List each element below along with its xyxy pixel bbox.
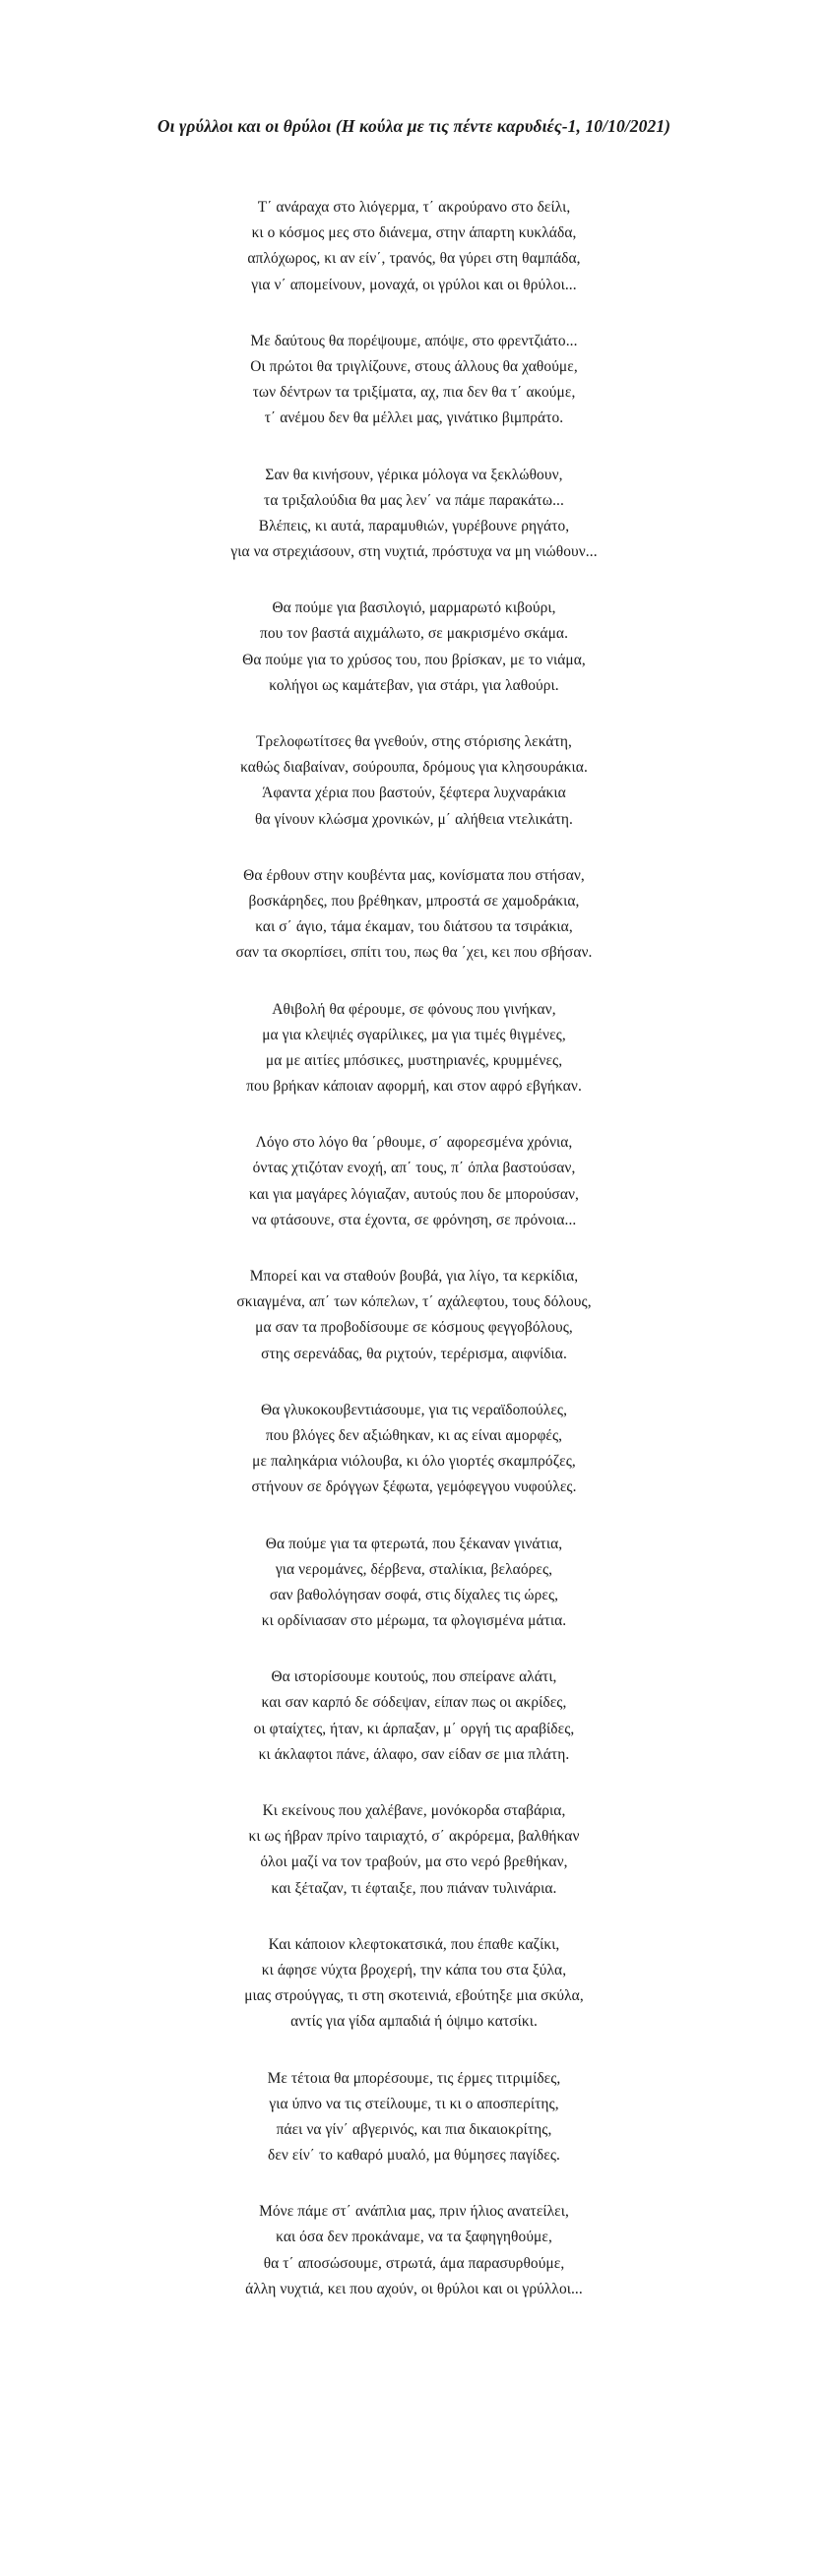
poem-line: Άφαντα χέρια που βαστούν, ξέφτερα λυχναράκια xyxy=(262,785,566,802)
poem-body xyxy=(0,195,828,2333)
poem-line: κι άκλαφτοι πάνε, άλαφο, σαν είδαν σε μια πλάτη. xyxy=(258,1745,570,1763)
poem-line: και ξέταζαν, τι έφταιξε, που πιάναν τυλινάρια. xyxy=(271,1879,557,1897)
stanza xyxy=(0,1665,828,1768)
poem-line: μα με αιτίες μπόσικες, μυστηριανές, κρυμμένες, xyxy=(265,1051,563,1069)
poem-line: μα για κλεψιές σγαρίλικες, μα για τιμές θιγμένες, xyxy=(262,1026,566,1043)
poem-line: Σαν θα κινήσουν, γέρικα μόλογα να ξεκλώθουν, xyxy=(265,466,563,483)
poem-line: μιας στρούγγας, τι στη σκοτεινιά, εβούτηξε μια σκύλα, xyxy=(244,1987,584,2005)
poem-line: που τον βαστά αιχμάλωτο, σε μακρισμένο σκάμα. xyxy=(259,625,569,643)
poem-line: με παληκάρια νιόλουβα, κι όλο γιορτές σκαμπρόζες, xyxy=(252,1453,576,1471)
poem-line: σαν βαθολόγησαν σοφά, στις δίχαλες τις ώρες, xyxy=(269,1586,559,1603)
poem-line: Θα πούμε για τα φτερωτά, που ξέκαναν γινάτια, xyxy=(265,1535,563,1552)
poem-line: που βλόγες δεν αξιώθηκαν, κι ας είναι αμορφές, xyxy=(265,1426,563,1444)
poem-line: βοσκάρηδες, που βρέθηκαν, μπροστά σε χαμοδράκια, xyxy=(248,892,580,910)
stanza xyxy=(0,1398,828,1501)
poem-line: κολήγοι ως καμάτεβαν, για στάρι, για λαθούρι. xyxy=(269,676,559,694)
stanza xyxy=(0,463,828,566)
poem-line: και σ΄ άγιο, τάμα έκαμαν, του διάτσου τα τσιράκια, xyxy=(255,918,573,936)
poem-line: Λόγο στο λόγο θα ΄ρθουμε, σ΄ αφορεσμένα χρόνια, xyxy=(255,1134,573,1152)
poem-line: μα σαν τα προβοδίσουμε σε κόσμους φεγγοβόλους, xyxy=(255,1319,573,1337)
poem-line: δεν είν΄ το καθαρό μυαλό, μα θύμησες παγίδες. xyxy=(267,2147,560,2165)
poem-line: Αθιβολή θα φέρουμε, σε φόνους που γινήκαν, xyxy=(272,1000,556,1018)
poem-line: κι ο κόσμος μες στο διάνεμα, στην άπαρτη κυκλάδα, xyxy=(251,224,577,242)
stanza xyxy=(0,997,828,1100)
poem-line: Βλέπεις, κι αυτά, παραμυθιών, γυρέβουνε ρηγάτο, xyxy=(258,517,570,534)
poem-line: αντίς για γίδα αμπαδιά ή όψιμο κατσίκι. xyxy=(290,2013,538,2031)
poem-line: κι ως ήβραν πρίνο ταιριαχτό, σ΄ ακρόρεμα, βαλθήκαν xyxy=(248,1828,580,1846)
poem-line: για ν΄ απομείνουν, μοναχά, οι γρύλοι και οι θρύλοι... xyxy=(251,276,577,293)
poem-line: που βρήκαν κάποιαν αφορμή, και στον αφρό εβγήκαν. xyxy=(246,1078,582,1096)
poem-line: Οι πρώτοι θα τριγλίζουνε, στους άλλους θα χαθούμε, xyxy=(250,357,578,375)
poem-line: Θα ιστορίσουμε κουτούς, που σπείρανε αλάτι, xyxy=(271,1668,557,1686)
poem-line: στης σερενάδας, θα ριχτούν, τερέρισμα, αιφνίδια. xyxy=(261,1345,567,1362)
poem-line: και όσα δεν προκάναμε, να τα ξαφηγηθούμε, xyxy=(276,2229,552,2246)
stanza xyxy=(0,729,828,833)
poem-line: σαν τα σκορπίσει, σπίτι του, πως θα ΄χει, κει που σβήσαν. xyxy=(235,944,593,962)
stanza xyxy=(0,2066,828,2169)
poem-line: όντας χτιζόταν ενοχή, απ΄ τους, π΄ όπλα βαστούσαν, xyxy=(252,1160,576,1177)
poem-line: Θα έρθουν στην κουβέντα μας, κονίσματα που στήσαν, xyxy=(243,866,585,884)
stanza xyxy=(0,1798,828,1902)
poem-line: πάει να γίν΄ αβγερινός, και πια δικαιοκρίτης, xyxy=(276,2120,552,2138)
stanza xyxy=(0,1532,828,1635)
poem-line: κι ορδίνιασαν στο μέρωμα, τα φλογισμένα μάτια. xyxy=(261,1612,567,1630)
poem-line: Θα πούμε για βασιλογιό, μαρμαρωτό κιβούρι, xyxy=(272,599,556,617)
stanza xyxy=(0,596,828,699)
stanza xyxy=(0,863,828,967)
poem-line: να φτάσουνε, στα έχοντα, σε φρόνηση, σε πρόνοια... xyxy=(251,1211,577,1228)
poem-line: τ΄ ανέμου δεν θα μέλλει μας, γινάτικο βιμπράτο. xyxy=(264,409,564,427)
stanza xyxy=(0,1130,828,1233)
poem-line: για να στρεχιάσουν, στη νυχτιά, πρόστυχα να μη νιώθουν... xyxy=(230,543,598,561)
poem-line: Θα πούμε για το χρύσος του, που βρίσκαν, με το νιάμα, xyxy=(242,651,586,668)
poem-line: Κι εκείνους που χαλέβανε, μονόκορδα σταβάρια, xyxy=(262,1802,566,1819)
poem-line: άλλη νυχτιά, κει που αχούν, οι θρύλοι και οι γρύλλοι... xyxy=(245,2280,583,2297)
stanza xyxy=(0,195,828,298)
poem-line: οι φταίχτες, ήταν, κι άρπαξαν, μ΄ οργή τις αραβίδες, xyxy=(253,1720,575,1737)
poem-line: απλόχωρος, κι αν είν΄, τρανός, θα γύρει στη θαμπάδα, xyxy=(247,250,581,268)
poem-line: καθώς διαβαίναν, σούρουπα, δρόμους για κλησουράκια. xyxy=(240,759,588,777)
poem-line: Με δαύτους θα πορέψουμε, απόψε, στο φρεντζιάτο... xyxy=(250,332,578,349)
poem-line: θα τ΄ αποσώσουμε, στρωτά, άμα παρασυρθούμε, xyxy=(263,2254,565,2272)
poem-line: τα τριξαλούδια θα μας λεν΄ να πάμε παρακάτω... xyxy=(264,491,564,509)
poem-line: Τρελοφωτίτσες θα γνεθούν, στης στόρισης λεκάτη, xyxy=(256,733,572,750)
poem-line: όλοι μαζί να τον τραβούν, μα στο νερό βρεθήκαν, xyxy=(260,1853,568,1871)
poem-line: σκιαγμένα, απ΄ των κόπελων, τ΄ αχάλεφτου, τους δόλους, xyxy=(236,1293,592,1311)
poem-line: κι άφησε νύχτα βροχερή, την κάπα του στα ξύλα, xyxy=(261,1961,567,1979)
poem-line: των δέντρων τα τριξίματα, αχ, πια δεν θα τ΄ ακούμε, xyxy=(252,384,576,402)
stanza xyxy=(0,329,828,432)
poem-title: Οι γρύλλοι και οι θρύλοι (Η κούλα με τις πέντε καρυδιές-1, 10/10/2021) xyxy=(157,116,671,136)
poem-line: για νερομάνες, δέρβενα, σταλίκια, βελαόρες, xyxy=(275,1560,553,1578)
stanza xyxy=(0,2199,828,2302)
stanza xyxy=(0,1932,828,2036)
poem-line: θα γίνουν κλώσμα χρονικών, μ΄ αλήθεια ντελικάτη. xyxy=(255,810,573,828)
poem-line: στήνουν σε δρόγγων ξέφωτα, γεμόφεγγου νυφούλες. xyxy=(251,1478,577,1496)
poem-line: Τ΄ ανάραχα στο λιόγερμα, τ΄ ακρούρανο στο δείλι, xyxy=(257,199,571,216)
poem-line: και για μαγάρες λόγιαζαν, αυτούς που δε μπορούσαν, xyxy=(249,1185,579,1203)
poem-line: Και κάποιον κλεφτοκατσικά, που έπαθε καζίκι, xyxy=(268,1935,560,1953)
stanza xyxy=(0,1264,828,1367)
poem-line: Μπορεί και να σταθούν βουβά, για λίγο, τα κερκίδια, xyxy=(249,1268,579,1285)
poem-line: Μόνε πάμε στ΄ ανάπλια μας, πριν ήλιος ανατείλει, xyxy=(259,2203,569,2221)
poem-line: για ύπνο να τις στείλουμε, τι κι ο αποσπερίτης, xyxy=(269,2095,559,2112)
poem-line: και σαν καρπό δε σόδεψαν, είπαν πως οι ακρίδες, xyxy=(261,1694,567,1712)
poem-line: Με τέτοια θα μπορέσουμε, τις έρμες τιτριμίδες, xyxy=(267,2069,561,2087)
poem-line: Θα γλυκοκουβεντιάσουμε, για τις νεραϊδοπούλες, xyxy=(260,1401,568,1418)
